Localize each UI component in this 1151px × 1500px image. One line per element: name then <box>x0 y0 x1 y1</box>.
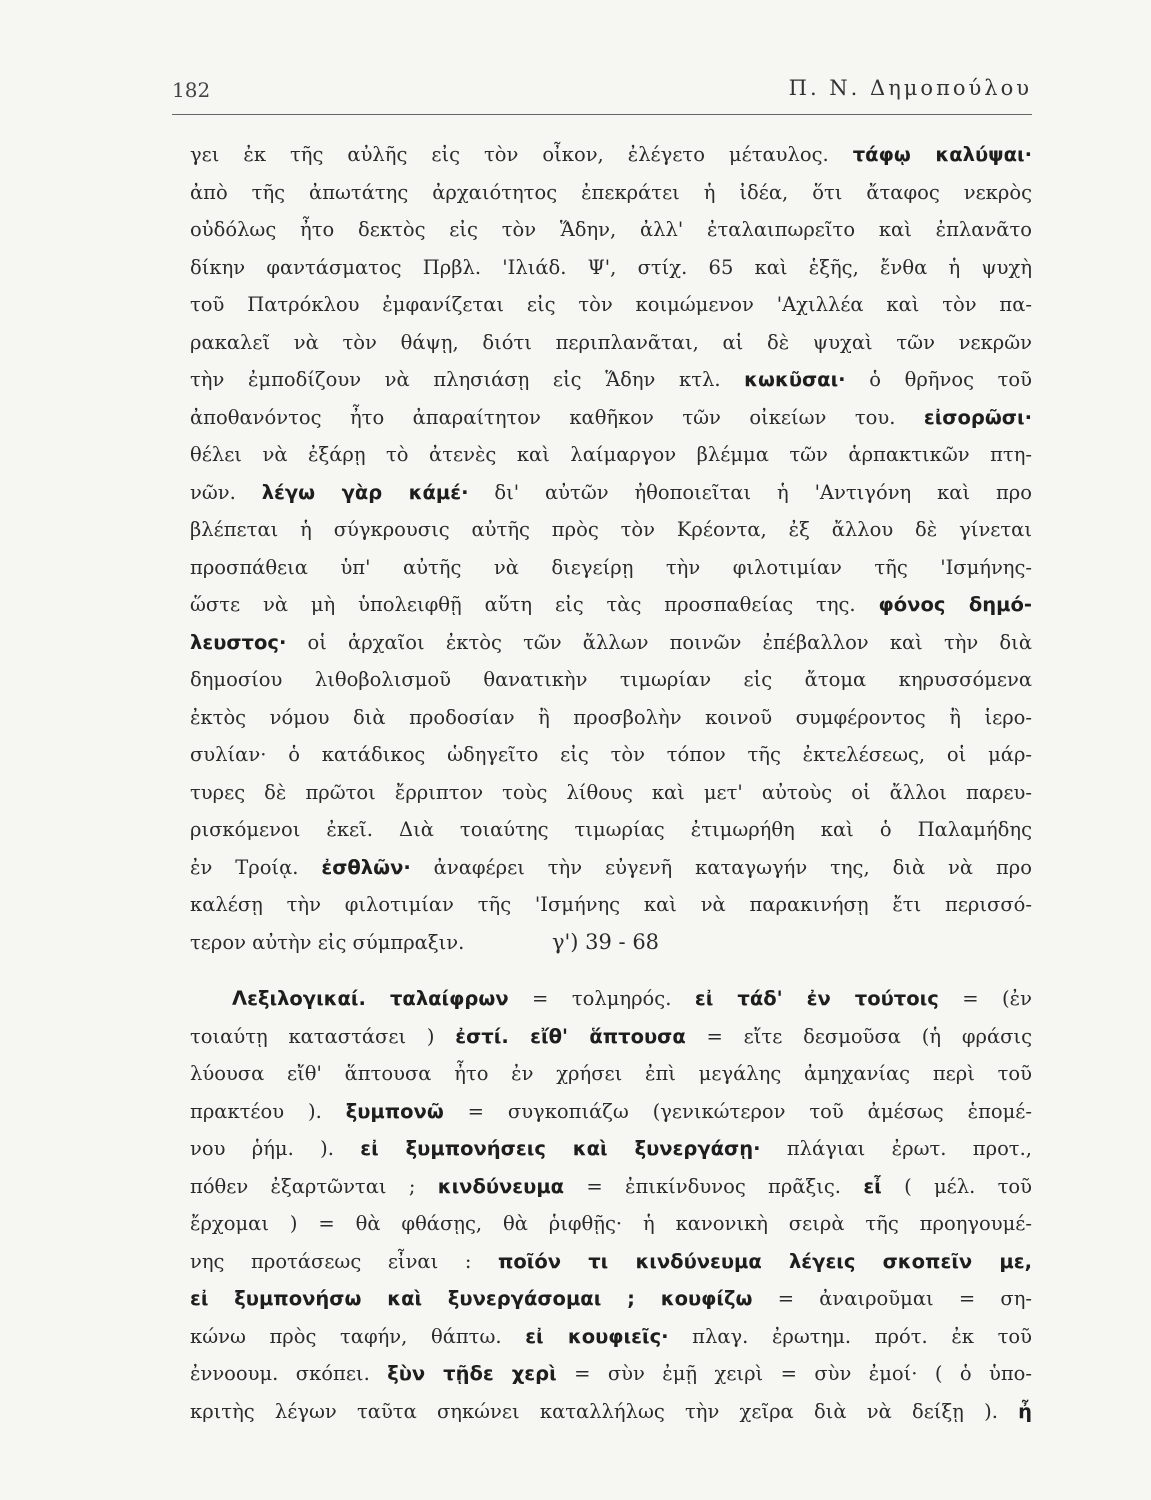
text-line: ἐννοουμ. σκόπει. ξὺν τῇδε χερὶ = σὺν ἐμῇ χειρὶ = σὺν ἐμοί· ( ὁ ὑπο- <box>190 1362 1032 1385</box>
text-line: βλέπεται ἡ σύγκρουσις αὐτῆς πρὸς τὸν Κρέοντα, ἐξ ἄλλου δὲ γίνεται <box>190 518 1032 541</box>
text-line: οὐδόλως ἦτο δεκτὸς εἰς τὸν Ἅδην, ἀλλ' ἐταλαιπωρεῖτο καὶ ἐπλανᾶτο <box>190 218 1032 241</box>
text-line: προσπάθεια ὑπ' αὐτῆς νὰ διεγείρῃ τὴν φιλοτιμίαν τῆς 'Ισμήνης- <box>190 555 1032 579</box>
text-line: ἀποθανόντος ἦτο ἀπαραίτητον καθῆκον τῶν οἰκείων του. εἰσορῶσι· <box>190 405 1032 429</box>
text-line: τοιαύτῃ καταστάσει ) ἐστί. εἴθ' ἅπτουσα = εἴτε δεσμοῦσα (ἡ φράσις <box>190 1024 1032 1048</box>
text-line: πόθεν ἐξαρτῶνται ; κινδύνευμα = ἐπικίνδυνος πρᾶξις. εἶ ( μέλ. τοῦ <box>190 1174 1032 1198</box>
commentary-section-1 <box>190 136 1032 961</box>
text-line: Λεξιλογικαί. ταλαίφρων = τολμηρός. εἰ τάδ' ἐν τούτοις = (ἐν <box>232 987 1032 1010</box>
text-line: τὴν ἐμποδίζουν νὰ πλησιάσῃ εἰς Ἅδην κτλ. κωκῦσαι· ὁ θρῆνος τοῦ <box>190 368 1032 391</box>
text-line: γει ἐκ τῆς αὐλῆς εἰς τὸν οἶκον, ἐλέγετο μέταυλος. τάφῳ καλύψαι· <box>190 143 1032 166</box>
commentary-section-2 <box>190 980 1032 1430</box>
text-line: λύουσα εἴθ' ἅπτουσα ἦτο ἐν χρήσει ἐπὶ μεγάλης ἀμηχανίας περὶ τοῦ <box>190 1062 1032 1085</box>
text-line: τερον αὐτὴν εἰς σύμπραξιν. <box>190 930 465 954</box>
text-line: τοῦ Πατρόκλου ἐμφανίζεται εἰς τὸν κοιμώμενον 'Αχιλλέα καὶ τὸν πα- <box>190 293 1032 316</box>
text-line: ἐκτὸς νόμου διὰ προδοσίαν ἢ προσβολὴν κοινοῦ συμφέροντος ἢ ἱερο- <box>190 705 1032 729</box>
running-title: Π. Ν. Δημοπούλου <box>788 76 1032 100</box>
text-line: τυρες δὲ πρῶτοι ἔρριπτον τοὺς λίθους καὶ μετ' αὐτοὺς οἱ ἄλλοι παρευ- <box>190 780 1032 804</box>
text-line: δίκην φαντάσματος Πρβλ. 'Ιλιάδ. Ψ', στίχ. 65 καὶ ἑξῆς, ἔνθα ἡ ψυχὴ <box>190 255 1032 279</box>
page-number: 182 <box>172 78 211 102</box>
text-line: συλίαν· ὁ κατάδικος ὡδηγεῖτο εἰς τὸν τόπον τῆς ἐκτελέσεως, οἱ μάρ- <box>190 743 1032 766</box>
text-line: εἰ ξυμπονήσω καὶ ξυνεργάσομαι ; κουφίζω = ἀναιροῦμαι = ση- <box>190 1287 1032 1310</box>
text-line: ρακαλεῖ νὰ τὸν θάψῃ, διότι περιπλανᾶται, αἱ δὲ ψυχαὶ τῶν νεκρῶν <box>190 330 1032 354</box>
text-line: πρακτέου ). ξυμπονῶ = συγκοπιάζω (γενικώτερον τοῦ ἀμέσως ἑπομέ- <box>190 1099 1032 1123</box>
text-line: νης προτάσεως εἶναι : ποῖόν τι κινδύνευμα λέγεις σκοπεῖν με, <box>190 1249 1032 1273</box>
text-line: δημοσίου λιθοβολισμοῦ θανατικὴν τιμωρίαν εἰς ἄτομα κηρυσσόμενα <box>190 668 1032 691</box>
text-line: νῶν. λέγω γὰρ κάμέ· δι' αὐτῶν ἠθοποιεῖται ἡ 'Αντιγόνη καὶ προ <box>190 480 1032 504</box>
page-header <box>172 72 1032 106</box>
text-line: κριτὴς λέγων ταῦτα σηκώνει καταλλήλως τὴν χεῖρα διὰ νὰ δείξῃ ). ἦ <box>190 1399 1032 1423</box>
text-line: ἐν Τροίᾳ. ἐσθλῶν· ἀναφέρει τὴν εὐγενῆ καταγωγήν της, διὰ νὰ προ <box>190 855 1032 879</box>
text-line: κώνω πρὸς ταφήν, θάπτω. εἰ κουφιεῖς· πλαγ. ἐρωτημ. πρότ. ἐκ τοῦ <box>190 1324 1032 1348</box>
text-line: λευστος· οἱ ἀρχαῖοι ἐκτὸς τῶν ἄλλων ποινῶν ἐπέβαλλον καὶ τὴν διὰ <box>190 630 1032 654</box>
text-line: καλέσῃ τὴν φιλοτιμίαν τῆς 'Ισμήνης καὶ νὰ παρακινήσῃ ἔτι περισσό- <box>190 893 1032 916</box>
text-line: θέλει νὰ ἐξάρῃ τὸ ἀτενὲς καὶ λαίμαργον βλέμμα τῶν ἁρπακτικῶν πτη- <box>190 443 1032 466</box>
text-line: ρισκόμενοι ἐκεῖ. Διὰ τοιαύτης τιμωρίας ἐτιμωρήθη καὶ ὁ Παλαμήδης <box>190 818 1032 841</box>
section-heading: γ') 39 - 68 <box>551 930 660 954</box>
text-line: ἀπὸ τῆς ἀπωτάτης ἀρχαιότητος ἐπεκράτει ἡ ἰδέα, ὅτι ἄταφος νεκρὸς <box>190 180 1032 204</box>
text-line: ἔρχομαι ) = θὰ φθάσῃς, θὰ ῥιφθῇς· ἡ κανονικὴ σειρὰ τῆς προηγουμέ- <box>190 1212 1032 1235</box>
header-rule <box>172 114 1032 115</box>
text-line: ὥστε νὰ μὴ ὑπολειφθῇ αὕτη εἰς τὰς προσπαθείας της. φόνος δημό- <box>190 593 1032 616</box>
text-line: νου ῥήμ. ). εἰ ξυμπονήσεις καὶ ξυνεργάσῃ· πλάγιαι ἐρωτ. προτ., <box>190 1137 1032 1160</box>
